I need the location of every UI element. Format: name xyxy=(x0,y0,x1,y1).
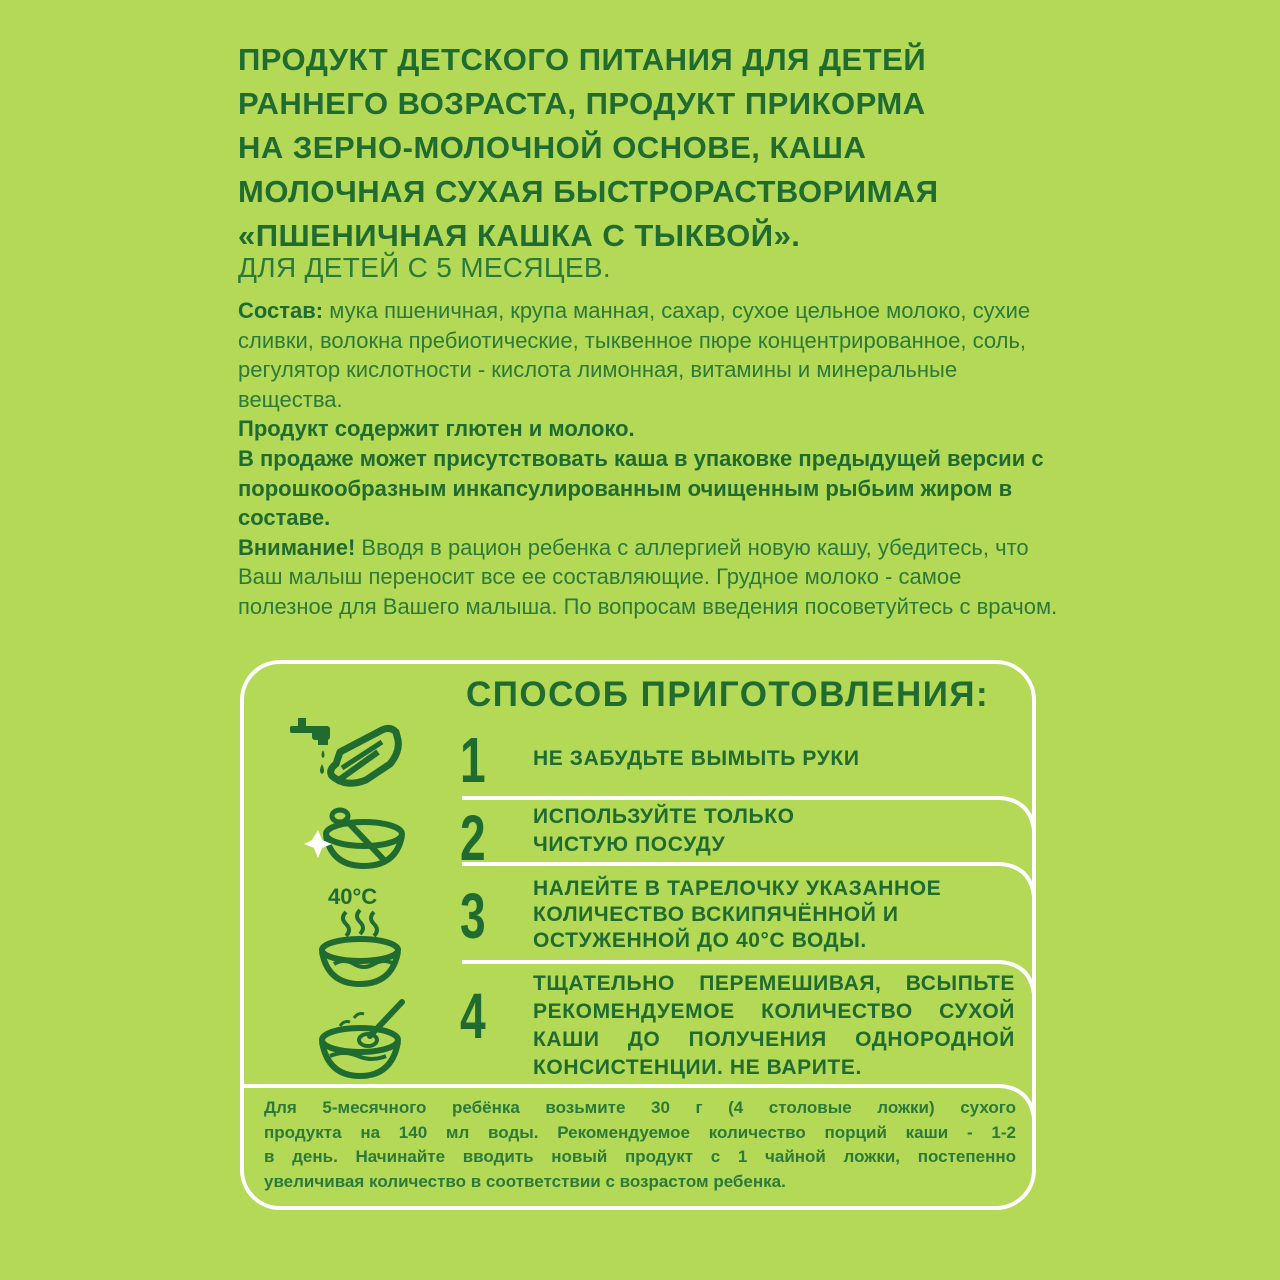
preparation-title: СПОСОБ ПРИГОТОВЛЕНИЯ: xyxy=(466,675,990,714)
step-1-text: НЕ ЗАБУДЬТЕ ВЫМЫТЬ РУКИ xyxy=(533,747,860,770)
stirring-porridge-icon xyxy=(310,996,420,1086)
step-2-text: ИСПОЛЬЗУЙТЕ ТОЛЬКО ЧИСТУЮ ПОСУДУ xyxy=(533,805,795,856)
dosage-note: Для 5-месячного ребёнка возьмите 30 г (4 столовые ложки) сухого продукта на 140 мл воды. Рекомендуемое количество порций каши - 1-2 в день. Начинайте вводить новый продукт с 1 чайной ложки, постепенно увеличивая количество в соответствии с возрастом ребенка. xyxy=(264,1098,1016,1191)
step-3-number: 3 xyxy=(460,880,486,952)
step-2-number: 2 xyxy=(460,802,486,874)
version-notice: В продаже может присутствовать каша в упаковке предыдущей версии с порошкообразным инкапсулированным очищенным рыбьим жиром в составе. xyxy=(238,445,1044,531)
composition-text: мука пшеничная, крупа манная, сахар, сухое цельное молоко, сухие сливки, волокна пребиотические, тыквенное пюре концентрированное, соль, регулятор кислотности - кислота лимонная, витамины и минеральные вещества. xyxy=(238,298,1031,412)
composition-label: Состав: xyxy=(238,298,324,323)
step-4-text: ТЩАТЕЛЬНО ПЕРЕМЕШИВАЯ, ВСЫПЬТЕ РЕКОМЕНДУЕМОЕ КОЛИЧЕСТВО СУХОЙ КАШИ ДО ПОЛУЧЕНИЯ ОДНОРОДНОЙ КОНСИСТЕНЦИИ. НЕ ВАРИТЕ. xyxy=(533,972,1015,1079)
clean-dishes-icon xyxy=(292,800,412,880)
warning-label: Внимание! xyxy=(238,534,356,560)
warm-water-bowl-icon xyxy=(310,908,420,988)
title-line: «ПШЕНИЧНАЯ КАШКА С ТЫКВОЙ». xyxy=(238,218,801,253)
title-line: ПРОДУКТ ДЕТСКОГО ПИТАНИЯ ДЛЯ ДЕТЕЙ xyxy=(238,42,927,77)
warning-text: Вводя в рацион ребенка с аллергией новую кашу, убедитесь, что Ваш малыш переносит все ее составляющие. Грудное молоко - самое полезное для Вашего малыша. По вопросам введения посоветуйтесь с врачом. xyxy=(238,534,1058,619)
title-line: РАННЕГО ВОЗРАСТА, ПРОДУКТ ПРИКОРМА xyxy=(238,86,926,121)
step-4-number: 4 xyxy=(460,980,486,1052)
title-line: МОЛОЧНАЯ СУХАЯ БЫСТРОРАСТВОРИМАЯ xyxy=(238,174,939,209)
wash-hands-icon xyxy=(286,712,406,792)
title-line: НА ЗЕРНО-МОЛОЧНОЙ ОСНОВЕ, КАША xyxy=(238,130,867,165)
age-recommendation: ДЛЯ ДЕТЕЙ С 5 МЕСЯЦЕВ. xyxy=(238,252,611,283)
temperature-label: 40°C xyxy=(328,884,378,909)
allergen-statement: Продукт содержит глютен и молоко. xyxy=(238,416,635,442)
step-1-number: 1 xyxy=(460,724,486,796)
step-3-text: НАЛЕЙТЕ В ТАРЕЛОЧКУ УКАЗАННОЕ КОЛИЧЕСТВО ВСКИПЯЧЁННОЙ И ОСТУЖЕННОЙ ДО 40°С ВОДЫ. xyxy=(533,877,942,952)
